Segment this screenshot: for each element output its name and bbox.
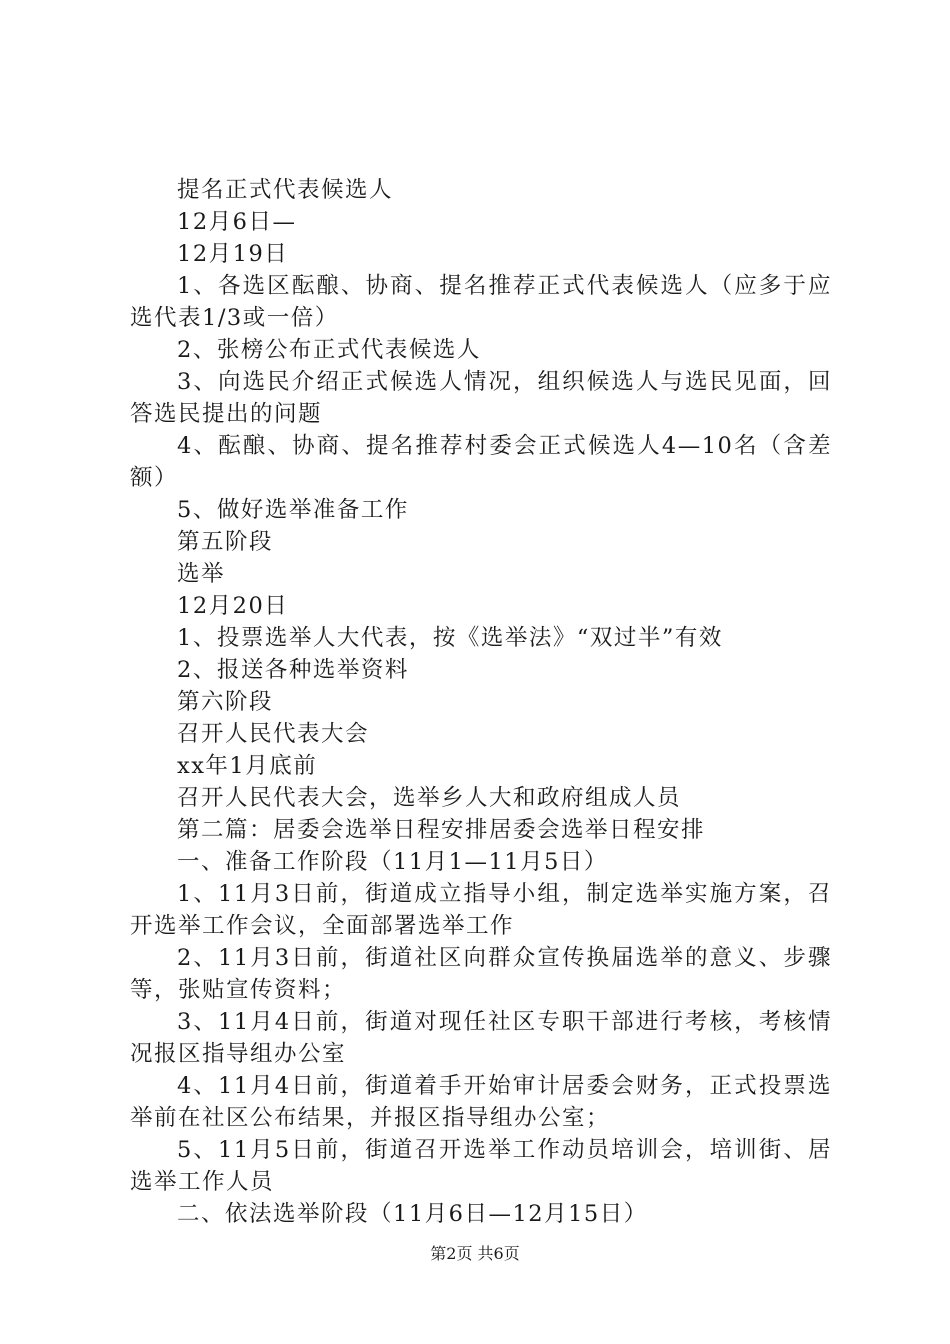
paragraph: 二、依法选举阶段（11月6日—12月15日） (177, 1201, 648, 1227)
paragraph: 1、投票选举人大代表，按《选举法》“双过半”有效 (177, 625, 723, 651)
paragraph: 2、11月3日前，街道社区向群众宣传换届选举的意义、步骤等，张贴宣传资料； (130, 945, 832, 1003)
paragraph: 12月19日 (177, 241, 289, 267)
paragraph: 12月20日 (177, 593, 289, 619)
paragraph: 提名正式代表候选人 (177, 177, 394, 203)
page-number: 第2页 共6页 (430, 1244, 520, 1263)
paragraph: 第二篇：居委会选举日程安排居委会选举日程安排 (177, 817, 706, 843)
document-body (130, 174, 832, 1230)
paragraph: xx年1月底前 (177, 753, 318, 779)
paragraph: 1、11月3日前，街道成立指导小组，制定选举实施方案，召开选举工作会议，全面部署选举工作 (130, 881, 832, 939)
paragraph: 召开人民代表大会，选举乡人大和政府组成人员 (177, 785, 682, 811)
paragraph: 召开人民代表大会 (177, 721, 370, 747)
page-footer (0, 1241, 950, 1264)
paragraph: 4、11月4日前，街道着手开始审计居委会财务，正式投票选举前在社区公布结果，并报区指导组办公室； (130, 1073, 832, 1131)
paragraph: 选举 (177, 561, 226, 587)
paragraph: 第五阶段 (177, 529, 274, 555)
paragraph: 第六阶段 (177, 689, 274, 715)
paragraph: 4、酝酿、协商、提名推荐村委会正式候选人4—10名（含差额） (130, 433, 832, 491)
paragraph: 3、向选民介绍正式候选人情况，组织候选人与选民见面，回答选民提出的问题 (130, 369, 832, 427)
paragraph: 5、11月5日前，街道召开选举工作动员培训会，培训街、居选举工作人员 (130, 1137, 832, 1195)
paragraph: 5、做好选举准备工作 (177, 497, 409, 523)
paragraph: 12月6日— (177, 209, 297, 235)
paragraph: 2、报送各种选举资料 (177, 657, 409, 683)
paragraph: 一、准备工作阶段（11月1—11月5日） (177, 849, 608, 875)
paragraph: 1、各选区酝酿、协商、提名推荐正式代表候选人（应多于应选代表1/3或一倍） (130, 273, 832, 331)
paragraph: 2、张榜公布正式代表候选人 (177, 337, 481, 363)
paragraph: 3、11月4日前，街道对现任社区专职干部进行考核，考核情况报区指导组办公室 (130, 1009, 832, 1067)
